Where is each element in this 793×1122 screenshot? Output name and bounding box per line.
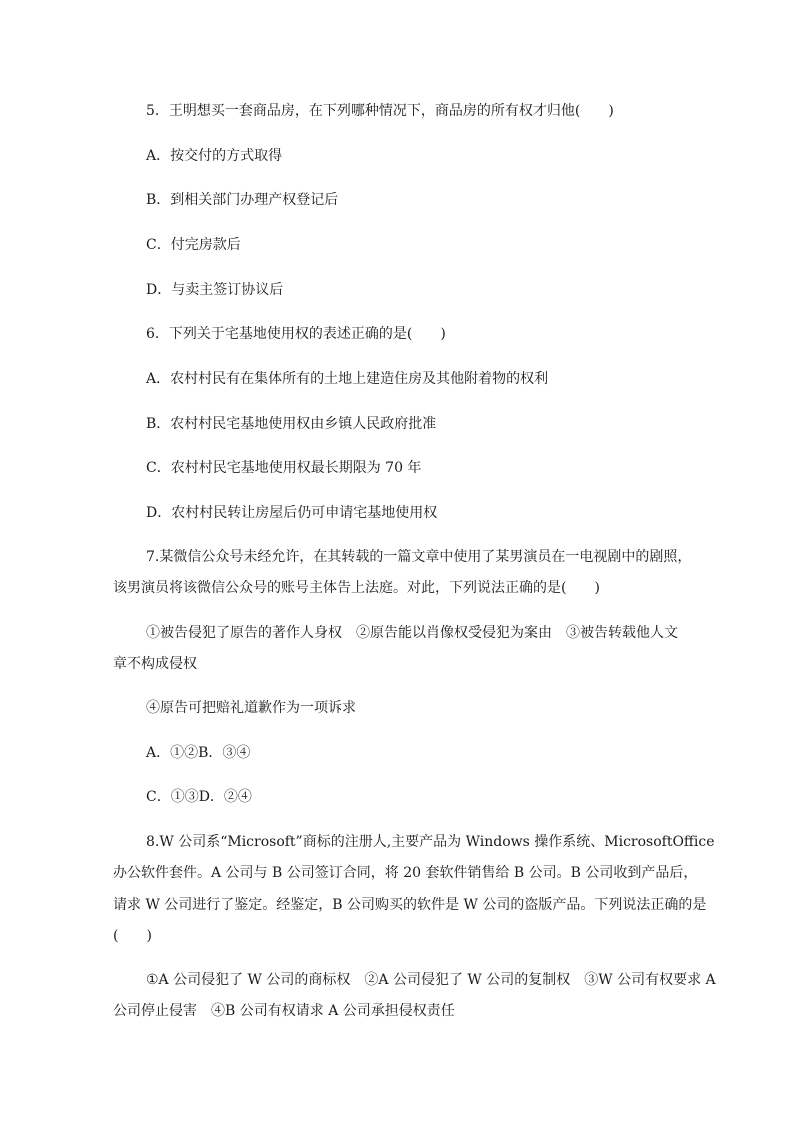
question-7-statements-line-2: 章不构成侵权 (113, 656, 197, 672)
question-6-option-d: D．农村村民转让房屋后仍可申请宅基地使用权 (146, 505, 438, 521)
question-7-stem-line-2: 该男演员将该微信公众号的账号主体告上法庭。对此，下列说法正确的是( ) (113, 580, 600, 596)
question-7-stem-line-1: 7.某微信公众号未经允许，在其转载的一篇文章中使用了某男演员在一电视剧中的剧照， (146, 549, 692, 565)
question-8-stem-line-4: ( ) (113, 928, 152, 944)
question-7-choices-ab: A．①②B．③④ (146, 745, 251, 761)
question-5-option-b: B．到相关部门办理产权登记后 (146, 192, 339, 208)
question-5-stem: 5．王明想买一套商品房，在下列哪种情况下，商品房的所有权才归他( ) (146, 103, 614, 119)
question-5-option-a: A．按交付的方式取得 (146, 148, 283, 164)
question-7-statement-4: ④原告可把赔礼道歉作为一项诉求 (146, 700, 356, 716)
question-6-option-b: B．农村村民宅基地使用权由乡镇人民政府批准 (146, 416, 437, 432)
question-6-option-c: C．农村村民宅基地使用权最长期限为 70 年 (146, 460, 422, 476)
question-5-option-c: C．付完房款后 (146, 237, 241, 253)
question-8-statements-line-2: 公司停止侵害 ④B 公司有权请求 A 公司承担侵权责任 (113, 1003, 455, 1019)
question-6-option-a: A．农村村民有在集体所有的土地上建造住房及其他附着物的权利 (146, 371, 549, 387)
question-8-stem-line-1: 8.W 公司系“Microsoft”商标的注册人,主要产品为 Windows 操作系统、MicrosoftOffice (146, 834, 715, 850)
question-6-stem: 6．下列关于宅基地使用权的表述正确的是( ) (146, 326, 446, 342)
question-8-stem-line-3: 请求 W 公司进行了鉴定。经鉴定，B 公司购买的软件是 W 公司的盗版产品。下列说法正确的是 (113, 897, 707, 913)
question-8-statements-line-1: ①A 公司侵犯了 W 公司的商标权 ②A 公司侵犯了 W 公司的复制权 ③W 公司有权要求 A (146, 972, 716, 988)
question-7-statements-line-1: ①被告侵犯了原告的著作人身权 ②原告能以肖像权受侵犯为案由 ③被告转载他人文 (146, 625, 678, 641)
question-5-option-d: D．与卖主签订协议后 (146, 282, 284, 298)
question-8-stem-line-2: 办公软件套件。A 公司与 B 公司签订合同，将 20 套软件销售给 B 公司。B 公司收到产品后， (113, 865, 698, 881)
question-7-choices-cd: C．①③D．②④ (146, 789, 252, 805)
